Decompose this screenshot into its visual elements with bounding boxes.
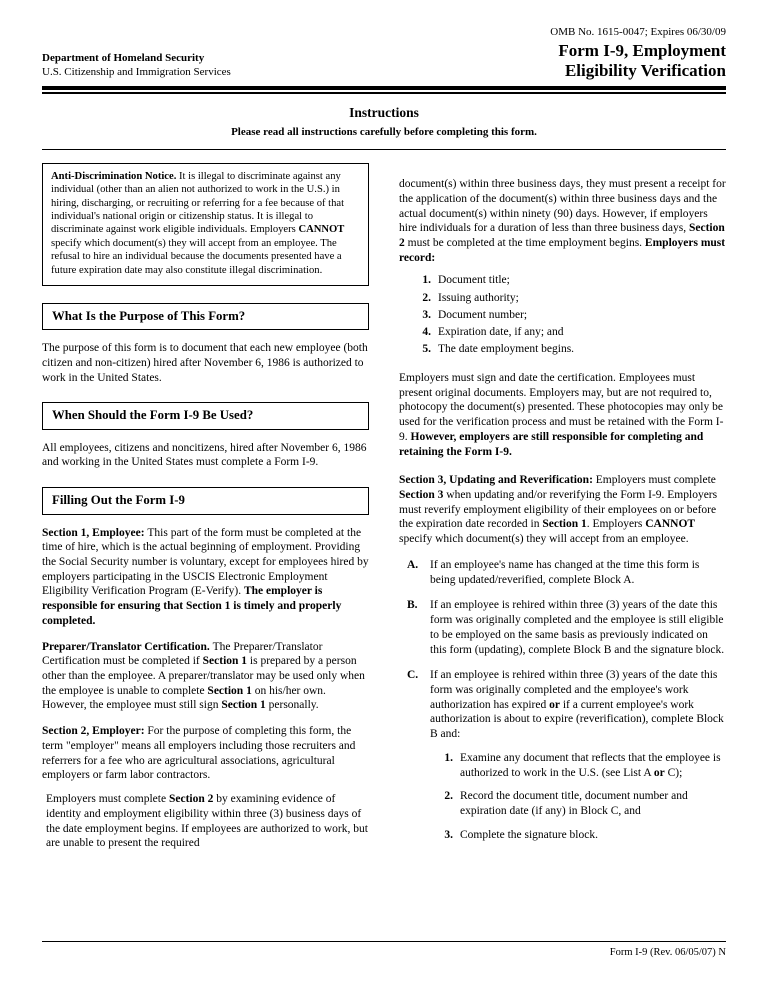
documents-receipt-paragraph: document(s) within three business days, they must present a receipt for the application of the document(s) within three business days and the actual document(s) within ninety (90) days. However, if employers hire individuals for a duration of less than three business days, Section 2 must be completed at the time employment begins. Employers must record: <box>399 178 726 264</box>
when-heading: When Should the Form I-9 Be Used? <box>42 402 369 429</box>
reverification-step-number: 2. <box>444 790 453 803</box>
record-item <box>415 308 726 323</box>
reverify-item-text: If an employee's name has changed at the time this form is being updated/reverified, complete Block A. <box>430 558 700 586</box>
record-item-text: Expiration date, if any; and <box>438 326 564 339</box>
left-column <box>42 163 369 851</box>
reverify-item-text: If an employee is rehired within three (3) years of the date this form was originally completed and the employee's work authorization has expired or if a current employee's work authorization is about to expire (reverification), complete Block B and: <box>430 669 724 741</box>
reverification-step <box>437 751 726 780</box>
record-item <box>415 291 726 306</box>
record-item-text: Document number; <box>438 308 528 321</box>
footer-divider <box>42 941 726 942</box>
preparer-translator-paragraph: Preparer/Translator Certification. The Preparer/Translator Certification must be completed if Section 1 is prepared by a person other than the employee. A preparer/translator may be used only when the employee is unable to complete Section 1 on his/her own. However, the employee must still sign Section 1 personally. <box>42 640 365 712</box>
record-item-text: The date employment begins. <box>438 343 575 356</box>
reverify-item-text: If an employee is rehired within three (3) years of the date this form was originally completed and the employee is still eligible to be employed on the same basis as previously indicated on this form (updating), complete Block B and the signature block. <box>430 599 725 656</box>
reverify-item-a <box>407 558 726 587</box>
employers-complete-paragraph: Employers must complete Section 2 by examining evidence of identity and employment eligibility within three (3) business days of the date employment begins. If employees are authorized to work, but are unable to present the required <box>46 793 368 850</box>
instructions-banner <box>42 105 726 138</box>
section3-updating-paragraph: Section 3, Updating and Reverification: Employers must complete Section 3 when updating and/or reverifying the Form I-9. Employers must reverify employment eligibility of their employees on or before the expiration date recorded in Section 1. Employers CANNOT specify which document(s) they will accept from an employee. <box>399 474 718 546</box>
record-item <box>415 342 726 357</box>
reverification-step <box>437 789 726 818</box>
content-columns <box>42 163 726 851</box>
record-item-number: 1. <box>422 274 431 287</box>
reverification-step-number: 1. <box>444 751 453 764</box>
anti-discrimination-notice: Anti-Discrimination Notice. It is illegal to discriminate against any individual (other than an alien not authorized to work in the U.S.) in hiring, discharging, or recruiting or referring for a fee because of that individual's national origin or citizenship status. It is illegal to discriminate against work eligible individuals. Employers CANNOT specify which document(s) they will accept from an employee. The refusal to hire an individual because the documents presented have a future expiration date may also constitute illegal discrimination. <box>42 163 369 286</box>
footer-revision: Form I-9 (Rev. 06/05/07) N <box>609 947 726 958</box>
agency-name: Department of Homeland Security <box>42 52 205 65</box>
record-item <box>415 325 726 340</box>
when-text: All employees, citizens and noncitizens, hired after November 6, 1986 and working in the United States must complete a Form I-9. <box>42 441 367 469</box>
sign-and-date-paragraph: Employers must sign and date the certification. Employees must present original documents. Employers may, but are not required to, photocopy the document(s) presented. These photocopies may only be used for the verification process and must be retained with the Form I-9. However, employers are still responsible for completing and retaining the Form I-9. <box>399 372 724 458</box>
reverification-step-text: Complete the signature block. <box>460 828 598 841</box>
right-column <box>399 163 726 851</box>
reverification-step-text: Examine any document that reflects that the employee is authorized to work in the U.S. (see List A or C); <box>460 751 721 779</box>
instructions-title: Instructions <box>349 105 419 121</box>
agency-block <box>42 52 231 81</box>
reverify-item-c <box>407 668 726 742</box>
instructions-divider <box>42 149 726 150</box>
page-header <box>42 26 726 81</box>
purpose-text: The purpose of this form is to document that each new employee (both citizen and non-citizen) hired after November 6, 1986 is authorized to work in the United States. <box>42 342 368 384</box>
reverification-steps <box>407 751 726 843</box>
filling-heading: Filling Out the Form I-9 <box>42 487 369 514</box>
purpose-heading: What Is the Purpose of This Form? <box>42 303 369 330</box>
reverify-item-letter: C. <box>407 669 419 682</box>
section1-employee-paragraph: Section 1, Employee: This part of the form must be completed at the time of hire, which is the actual beginning of employment. Providing the Social Security number is voluntary, except for employees hired by employers participating in the USCIS Electronic Employment Eligibility Verification Program (E-Verify). The employer is responsible for ensuring that Section 1 is timely and properly completed. <box>42 526 369 627</box>
reverification-step-text: Record the document title, document number and expiration date (if any) in Block C, and <box>460 790 688 817</box>
reverification-step-number: 3. <box>444 828 453 841</box>
record-item-number: 2. <box>422 291 431 304</box>
record-item-number: 3. <box>422 308 431 321</box>
agency-subname: U.S. Citizenship and Immigration Services <box>42 66 231 79</box>
record-list <box>399 273 726 357</box>
divider-thin-rule <box>42 92 726 94</box>
omb-number: OMB No. 1615-0047; Expires 06/30/09 <box>550 26 726 38</box>
section2-employer-paragraph: Section 2, Employer: For the purpose of completing this form, the term "employer" means all employers including those recruiters and referrers for a fee who are agricultural associations, agricultural employers or farm labor contractors. <box>42 725 356 782</box>
form-title-line1: Form I-9, Employment <box>558 41 726 60</box>
reverify-item-b <box>407 598 726 657</box>
reverify-item-letter: A. <box>407 558 419 571</box>
record-item-number: 5. <box>422 343 431 356</box>
reverification-list <box>399 558 726 843</box>
header-divider <box>42 86 726 94</box>
form-title-line2: Eligibility Verification <box>564 61 726 81</box>
record-item-text: Issuing authority; <box>438 291 519 304</box>
divider-thick-rule <box>42 86 726 90</box>
reverify-item-letter: B. <box>407 599 418 612</box>
record-item <box>415 273 726 288</box>
page-footer <box>42 941 726 958</box>
reverification-step <box>437 828 726 843</box>
instructions-subtitle: Please read all instructions carefully before completing this form. <box>231 126 537 139</box>
record-item-text: Document title; <box>438 274 510 287</box>
form-title-block <box>550 26 726 81</box>
record-item-number: 4. <box>422 326 431 339</box>
